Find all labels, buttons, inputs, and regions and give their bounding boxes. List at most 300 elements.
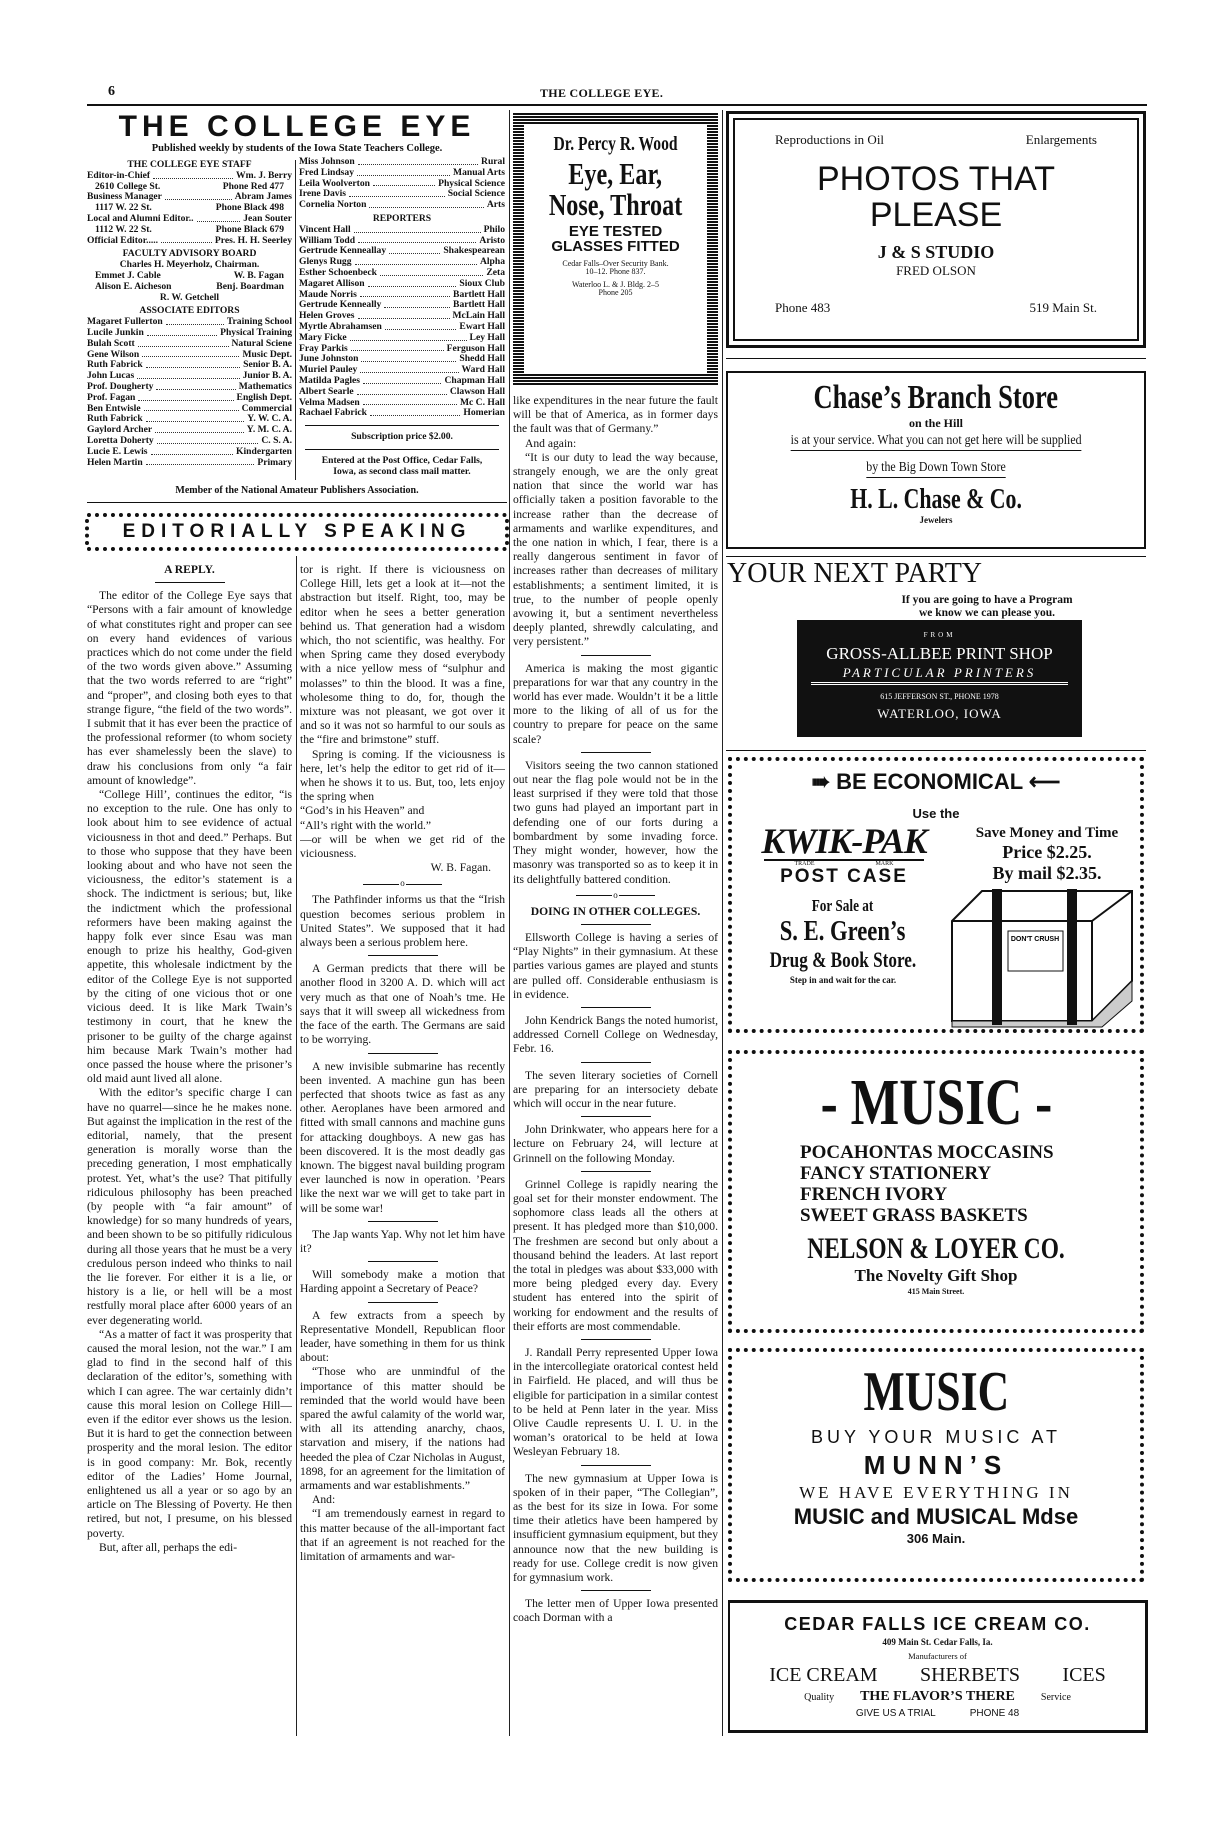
staff-heading: FACULTY ADVISORY BOARD bbox=[122, 248, 257, 260]
ad-wood-line1: Eye, Ear, bbox=[568, 156, 663, 191]
ad-ice-slogan: THE FLAVOR’S THERE bbox=[860, 1688, 1015, 1704]
article-divider bbox=[368, 955, 438, 956]
ad-photo-address: 519 Main St. bbox=[1029, 300, 1097, 315]
ad-wood-cf-hours: 10–12. Phone 837. bbox=[585, 267, 646, 276]
column-rule bbox=[509, 110, 510, 1736]
staff-rule bbox=[305, 449, 499, 450]
ad-print-shop bbox=[727, 558, 1147, 748]
ad-ice-title: CEDAR FALLS ICE CREAM CO. bbox=[784, 1614, 1091, 1634]
staff-heading: THE COLLEGE EYE STAFF bbox=[127, 159, 252, 170]
dot-leader bbox=[363, 376, 441, 384]
dot-leader bbox=[197, 214, 241, 222]
staff-name: Mary Ficke bbox=[299, 331, 347, 343]
article-paragraph: “College Hill’, continues the editor, “is no exception to the rule. One has only to look about him to see evidence of actual viciousness in thot and deed.” Perhaps. But to those who suppose that they have been looking about and who have not seen the viciousness, the editor’s statement is a shock. The indictment is serious; but, like the indictment which the professional reformers have been making against the happy folk ever since Esau was man enough to prize his healthy, God-given appetite, this wholesale indictment by the editor of the College Eye is not supported by the citing of one vicious thot or one vicious deed. It is like Mark Twain’s testimony in court, that he knew the prisoner to be guilty of the charge against him because Mark Twain’s mother had once passed the house where the prisoner’s old maid aunt lived all alone. bbox=[87, 788, 292, 1086]
staff-role: Mathematics bbox=[238, 380, 292, 392]
ad-kwik-store1: S. E. Green’s bbox=[780, 914, 906, 947]
dot-leader bbox=[153, 171, 233, 179]
article-paragraph: The seven literary societies of Cornell are preparing for an intersociety debate which will occur in the near future. bbox=[513, 1068, 718, 1110]
ad-chase-sub: on the Hill bbox=[908, 416, 963, 430]
member-line: Member of the National Amateur Publishers Association. bbox=[175, 485, 419, 496]
ad-kwik-save: Save Money and Time bbox=[975, 825, 1119, 841]
article-divider bbox=[581, 752, 651, 753]
article-paragraph: And: bbox=[312, 1493, 336, 1507]
ad-ice-phone: PHONE 48 bbox=[969, 1707, 1020, 1719]
staff-entry bbox=[299, 279, 505, 290]
ad-ice-trial: GIVE US A TRIAL bbox=[855, 1707, 936, 1719]
dot-leader bbox=[358, 311, 450, 319]
dot-leader bbox=[165, 192, 232, 200]
staff-name: Magaret Fullerton bbox=[87, 316, 163, 328]
staff-name: Esther Schoenbeck bbox=[299, 266, 377, 278]
ad-photo-head1: PHOTOS THAT bbox=[816, 160, 1056, 198]
ad-ice-address: 409 Main St. Cedar Falls, Ia. bbox=[882, 1637, 993, 1647]
dot-leader bbox=[166, 317, 224, 325]
ad-party-title: YOUR NEXT PARTY bbox=[727, 558, 983, 589]
staff-name: Myrtle Abrahamsen bbox=[299, 320, 382, 332]
ad-rule bbox=[726, 750, 1146, 751]
section-divider: o bbox=[300, 878, 505, 888]
staff-heading: REPORTERS bbox=[372, 212, 432, 224]
ad-munn-name: MUNN’S bbox=[863, 1450, 1009, 1480]
staff-name: Helen Martin bbox=[87, 456, 143, 468]
article-divider bbox=[581, 655, 651, 656]
header-rule bbox=[87, 104, 1147, 106]
ad-chase-title: Chase’s Branch Store bbox=[813, 379, 1059, 416]
staff-name: Prof. Dougherty bbox=[87, 380, 154, 392]
staff-entry bbox=[87, 171, 292, 182]
staff-divider bbox=[295, 160, 296, 480]
staff-entry bbox=[87, 393, 292, 404]
ad-ice-p2: SHERBETS bbox=[919, 1663, 1020, 1686]
article-paragraph: And again: bbox=[525, 436, 577, 450]
ad-nelson-address: 415 Main Street. bbox=[907, 1287, 965, 1296]
staff-name: Bulah Scott bbox=[87, 337, 135, 349]
staff-role: Shakespearean bbox=[443, 245, 505, 257]
staff-role: Physical Training bbox=[220, 326, 292, 338]
staff-contact bbox=[87, 282, 292, 293]
article-paragraph: The new gymnasium at Upper Iowa is spoken of in their paper, “The Collegian”, as the best for its size in Iowa. For some time their atletics have been hampered by insufficient gymnasium equipment, but they announce now that the new building is ready for use. College credit is now given for gymnasium work. bbox=[513, 1471, 718, 1585]
section-heading: EDITORIALLY SPEAKING bbox=[122, 521, 472, 542]
masthead-title: THE COLLEGE EYE bbox=[118, 110, 476, 143]
article-paragraph: “I am tremendously earnest in regard to this matter because of the all-important fact that if an agreement is not reached for the limitation of armaments and war- bbox=[300, 1507, 505, 1563]
kwik-trade: TRADE bbox=[794, 861, 815, 867]
staff-role: C. S. A. bbox=[261, 434, 292, 446]
staff-role: Sioux Club bbox=[459, 277, 505, 289]
section-divider: o bbox=[513, 890, 718, 900]
ad-munn-line2: WE HAVE EVERYTHING IN bbox=[799, 1483, 1073, 1502]
staff-name: Gertrude Kenneallay bbox=[299, 245, 387, 257]
staff-entry bbox=[87, 339, 292, 350]
article-paragraph: J. Randall Perry represented Upper Iowa in the intercollegiate oratorical contest held in Fairfield. He placed, and will thus be eligible for participation in a similar contest to be held at Penn later in the year. Miss Olive Caudle represents U. I. U. in the woman’s oratorical to be held at Iowa Wesleyan February 18. bbox=[513, 1345, 718, 1459]
staff-name: Ruth Fabrick bbox=[87, 359, 143, 371]
article-heading: DOING IN OTHER COLLEGES. bbox=[530, 904, 701, 918]
ad-kwik-mail: By mail $2.35. bbox=[992, 862, 1102, 883]
staff-role: Pres. H. H. Seerley bbox=[214, 234, 292, 246]
ad-munns bbox=[728, 1348, 1144, 1582]
dot-leader bbox=[389, 246, 440, 254]
ad-photo-phone: Phone 483 bbox=[775, 300, 831, 315]
article-paragraph: The editor of the College Eye says that “Persons with a fair amount of knowledge of what constitutes right and proper can see on every hand evidences of various practices which do not come under the field of the two words given above.” Assuming that the two words referred to are “right” and “proper”, and closing both eyes to that strange figure, “the field of the two words”. I submit that it has ever been the practice of the professional reformer (to whom society has ever shamelessly been the slave) to draw his conclusions from only “a fair amount of knowledge”. bbox=[87, 589, 292, 787]
ad-party-line1: If you are going to have a Program bbox=[901, 594, 1073, 606]
ad-wood-name: Dr. Percy R. Wood bbox=[553, 133, 678, 155]
ad-photo-owner: FRED OLSON bbox=[896, 263, 976, 278]
ad-nelson-shop: The Novelty Gift Shop bbox=[854, 1266, 1018, 1285]
dot-leader bbox=[147, 328, 217, 336]
dot-leader bbox=[156, 382, 235, 390]
staff-role: Bartlett Hall bbox=[453, 288, 505, 300]
staff-role: Alpha bbox=[479, 256, 505, 268]
staff-entry bbox=[299, 200, 505, 211]
staff-list-left bbox=[87, 157, 292, 468]
staff-name: Fred Lindsay bbox=[299, 166, 354, 178]
staff-address: Emmet J. Cable bbox=[95, 269, 161, 281]
staff-name: Prof. Fagan bbox=[87, 391, 136, 403]
ad-nelson-item: FANCY STATIONERY bbox=[800, 1163, 992, 1184]
column-rule bbox=[296, 556, 297, 1736]
ad-nelson-item: FRENCH IVORY bbox=[800, 1184, 948, 1205]
ad-kwik-title: BE ECONOMICAL bbox=[836, 769, 1023, 794]
staff-name: Irene Davis bbox=[299, 188, 346, 200]
ad-party-from: FROM bbox=[923, 631, 956, 639]
article-paragraph: “Those who are unmindful of the importance of this matter should be reminded that the world would have been spared the awful calamity of the world war, with all its attending anarchy, chaos, starvation and misery, if the nations had heeded the plea of Czar Nicholas in August, 1898, for an agreement for the limitation of armaments and war establishments.” bbox=[300, 1365, 505, 1492]
staff-name: Editor-in-Chief bbox=[87, 169, 151, 181]
dot-leader bbox=[384, 300, 450, 308]
ad-chase-line2: by the Big Down Town Store bbox=[866, 461, 1005, 478]
staff-name: Ben Entwisle bbox=[87, 402, 141, 414]
article-column-2 bbox=[300, 563, 505, 1738]
ad-wood-tested: EYE TESTED bbox=[568, 223, 663, 240]
staff-role: Aristo bbox=[479, 234, 505, 246]
staff-name: Magaret Allison bbox=[299, 277, 365, 289]
staff-role: Natural Sciene bbox=[231, 337, 292, 349]
dot-leader bbox=[137, 371, 239, 379]
dot-leader bbox=[368, 279, 457, 287]
staff-role: Ewart Hall bbox=[459, 320, 505, 332]
staff-rule bbox=[305, 425, 499, 426]
article-divider bbox=[155, 582, 225, 583]
ad-wood-fitted: GLASSES FITTED bbox=[551, 238, 680, 255]
article-paragraph: Ellsworth College is having a series of “Play Nights” in their gymnasium. At these parties various games are played and stunts are pulled off. Considerable enthusiasm is in evidence. bbox=[513, 930, 718, 1001]
dot-leader bbox=[138, 393, 233, 401]
article-heading: A REPLY. bbox=[164, 563, 215, 576]
staff-role: Arts bbox=[486, 199, 505, 211]
ad-ice-quality: Quality bbox=[804, 1691, 835, 1703]
staff-entry bbox=[299, 387, 505, 398]
staff-heading: ASSOCIATE EDITORS bbox=[139, 305, 240, 317]
staff-name: William Todd bbox=[299, 234, 356, 246]
staff-address: 2610 College St. bbox=[95, 180, 161, 192]
article-divider bbox=[368, 1221, 438, 1222]
staff-role: Zeta bbox=[486, 266, 505, 278]
article-divider bbox=[368, 1053, 438, 1054]
staff-name: Business Manager bbox=[87, 191, 162, 203]
article-paragraph: The Jap wants Yap. Why not let him have it? bbox=[300, 1227, 505, 1255]
dot-leader bbox=[146, 458, 255, 466]
staff-name: Velma Madsen bbox=[299, 396, 360, 408]
dot-leader bbox=[361, 354, 456, 362]
dot-leader bbox=[369, 200, 483, 208]
article-paragraph: “It is our duty to lead the way because, strangely enough, we are the only great nation that since the world war has officially taken a position favorable to the increase rather than the decrease of armaments and warlike expenditures, and the one nation in which, I fear, there is a really dangerous sentiment in favor of increases rather than decreases of military establishments; a sentiment limited, it is true, to the number of people openly avowing it, but a sentiment nevertheless deeply planted, shrewdly calculating, and very persistent.” bbox=[513, 450, 718, 649]
ad-party-shop: GROSS-ALLBEE PRINT SHOP bbox=[826, 644, 1053, 663]
dot-leader bbox=[357, 168, 450, 176]
staff-name: Matilda Pagles bbox=[299, 374, 361, 386]
staff-role: Manual Arts bbox=[453, 166, 505, 178]
article-paragraph: like expenditures in the near future the fault will be that of America, as in former days the fault was that of Germany.” bbox=[513, 394, 718, 436]
article-paragraph: tor is right. If there is viciousness on College Hill, lets get a look at it—not the abstraction but itself. Right, too, may be editor when he sees a better generation behind us. That generation had a wisdom which, tho not scientific, was healthy. For when Spring came they dosed everybody with a nice yellow mess of “sulphur and molasses” to thin the blood. It was a fine, wholesome thing to do, for, though the mixture was not pleasant, we got over it and so it was not so harmful to our souls as the “fire and brimstone” stuff. bbox=[300, 563, 505, 747]
masthead-rule bbox=[87, 502, 507, 503]
staff-name: Helen Groves bbox=[299, 310, 355, 322]
ad-print-shop-box bbox=[797, 620, 1082, 737]
ad-ice-cream bbox=[728, 1600, 1148, 1733]
dot-leader bbox=[357, 387, 447, 395]
article-paragraph: But, after all, perhaps the edi- bbox=[99, 1540, 238, 1554]
staff-name: John Lucas bbox=[87, 370, 135, 382]
article-paragraph: The Pathfinder informs us that the “Irish question becomes serious problem in United States”. We supposed that it had always been a serious problem here. bbox=[300, 893, 505, 950]
staff-name: Glenys Rugg bbox=[299, 256, 352, 268]
kwik-pak-logo bbox=[744, 823, 944, 886]
ornament-left bbox=[85, 519, 91, 545]
article-paragraph: Spring is coming. If the viciousness is here, let’s help the editor to get rid of it—when he shows it to us. But, too, lets enjoy the spring when bbox=[300, 747, 505, 804]
verse-line: “All’s right with the world.” bbox=[300, 818, 432, 832]
kwik-post-case: POST CASE bbox=[780, 866, 908, 887]
staff-name: Cornelia Norton bbox=[299, 199, 367, 211]
staff-entry bbox=[299, 333, 505, 344]
dot-leader bbox=[370, 408, 460, 416]
staff-name: Miss Johnson bbox=[299, 156, 355, 167]
ad-ice-service: Service bbox=[1040, 1691, 1071, 1703]
ad-rule bbox=[726, 556, 1146, 557]
staff-phone: Phone Red 477 bbox=[222, 180, 284, 192]
staff-entry bbox=[87, 447, 292, 458]
staff-role: Mc C. Hall bbox=[459, 396, 505, 408]
article-paragraph: Will somebody make a motion that Harding appoint a Secretary of Peace? bbox=[300, 1268, 505, 1296]
staff-name: Gene Wilson bbox=[87, 348, 140, 360]
ad-dr-wood bbox=[513, 113, 718, 385]
dot-leader bbox=[385, 322, 457, 330]
ad-kwik-step: Step in and wait for the car. bbox=[789, 974, 897, 985]
dot-leader bbox=[351, 344, 444, 352]
ad-wood-line2: Nose, Throat bbox=[548, 187, 683, 222]
staff-role: Music Dept. bbox=[242, 348, 292, 360]
ad-photo-top-right: Enlargements bbox=[1025, 132, 1097, 147]
dot-leader bbox=[355, 257, 477, 265]
ad-photos bbox=[726, 111, 1146, 348]
staff-role: Wm. J. Berry bbox=[236, 169, 292, 181]
staff-role: Y. W. C. A. bbox=[247, 413, 292, 425]
ad-munn-line1: BUY YOUR MUSIC AT bbox=[810, 1427, 1062, 1447]
kwik-mark: MARK bbox=[875, 861, 894, 867]
ad-kwik-pak bbox=[728, 757, 1144, 1033]
ad-kwik-use: Use the bbox=[912, 806, 960, 821]
verse-line: “God’s in his Heaven” and bbox=[300, 804, 425, 818]
staff-address: 1112 W. 22 St. bbox=[95, 223, 152, 235]
staff-role: Ward Hall bbox=[461, 364, 505, 376]
staff-name: Lucie E. Lewis bbox=[87, 445, 148, 457]
staff-name: Gaylord Archer bbox=[87, 424, 153, 436]
staff-name: Ruth Fabrick bbox=[87, 413, 143, 425]
staff-role: Bartlett Hall bbox=[453, 299, 505, 311]
staff-role: McLain Hall bbox=[452, 310, 505, 322]
staff-role: Senior B. A. bbox=[243, 359, 292, 371]
staff-entry bbox=[299, 408, 505, 419]
ad-munn-address: 306 Main. bbox=[906, 1531, 966, 1546]
ad-kwik-price: Price $2.25. bbox=[1002, 842, 1092, 863]
ad-ice-p3: ICES bbox=[1062, 1663, 1106, 1686]
ad-chase-trade: Jewelers bbox=[919, 515, 953, 525]
article-divider bbox=[581, 1116, 651, 1117]
ad-munn-line3: MUSIC and MUSICAL Mdse bbox=[793, 1504, 1079, 1529]
dot-leader bbox=[157, 436, 259, 444]
dot-leader bbox=[151, 447, 234, 455]
staff-name: Lucile Junkin bbox=[87, 326, 144, 338]
running-title: THE COLLEGE EYE. bbox=[540, 86, 664, 100]
staff-phone: Phone Black 679 bbox=[215, 223, 284, 235]
staff-role: Training School bbox=[226, 316, 292, 328]
ad-wood-cf: Cedar Falls–Over Security Bank. bbox=[562, 259, 669, 268]
kwik-pak-logo-text: KWIK-PAK bbox=[761, 821, 927, 861]
staff-line: Charles H. Meyerholz, Chairman. bbox=[119, 259, 260, 271]
article-divider bbox=[368, 1261, 438, 1262]
staff-list-right bbox=[299, 157, 505, 478]
ad-party-address: 615 JEFFERSON ST., PHONE 1978 bbox=[880, 692, 999, 701]
dot-leader bbox=[142, 350, 239, 358]
staff-role: Physical Science bbox=[438, 177, 505, 189]
article-divider bbox=[581, 924, 651, 925]
dot-leader bbox=[360, 365, 458, 373]
article-divider bbox=[581, 1062, 651, 1063]
ad-kwik-store2: Drug & Book Store. bbox=[769, 946, 917, 972]
staff-address: 1117 W. 22 St. bbox=[95, 202, 152, 214]
case-label: DON'T CRUSH bbox=[1010, 936, 1060, 943]
ad-ice-mfr: Manufacturers of bbox=[908, 1651, 967, 1661]
dot-leader bbox=[373, 179, 435, 187]
article-divider bbox=[581, 1465, 651, 1466]
page-number: 6 bbox=[108, 84, 115, 99]
dot-leader bbox=[161, 236, 212, 244]
dot-leader bbox=[358, 157, 478, 165]
article-paragraph: “As a matter of fact it was prosperity that caused the moral lesion, not the war.” I am glad to find in the second half of this declaration of the editor’s, something with which I can agree. The war certainly didn’t cause this moral lesion on College Hill—even if the editor ever shows us the lesion. But it is hard to get the connection between prosperity and the moral lesion. The editor is in good company: Mr. Bok, recently editor of the Ladies’ Home Journal, enlightened us all a year or so ago by an article on The Blessing of Poverty. He then retired, but not, I presume, on his blessed poverty. bbox=[87, 1327, 292, 1540]
staff-name: Fray Parkis bbox=[299, 342, 348, 354]
arrow-right-icon: ➠ bbox=[811, 769, 837, 794]
article-paragraph: With the editor’s specific charge I can have no quarrel—since he he makes none. But against the implication in the rest of the editorial, namely, that the present generation is morally worse than the preceding generation, I most emphatically protest. Yet, what’s the use? That pitifully ridiculous philosophy has been preached (by people with “a fair amount” of knowledge) for so many hundreds of years, and been shown to be so pitifully ridiculous during all those years that he must be a very credulous person indeed who thinks to nail the lie forever. For either it is a lie, or history is a lie, or hell will be a most restfully moral place after 6000 years of an ever degenerating world. bbox=[87, 1086, 292, 1327]
staff-name: Gertrude Kenneally bbox=[299, 299, 382, 311]
staff-name: Leila Woolverton bbox=[299, 177, 370, 189]
staff-entry bbox=[87, 458, 292, 469]
article-divider bbox=[581, 1339, 651, 1340]
article-paragraph: America is making the most gigantic preparations for war that any country in the world has ever made. Wouldn’t it be a little more to the liking of all of us for the country to prepare for peace on the same scale? bbox=[513, 661, 718, 746]
staff-role: Clawson Hall bbox=[449, 385, 505, 397]
post-case-illustration bbox=[942, 881, 1138, 1029]
staff-role: Homerian bbox=[463, 407, 505, 419]
dot-leader bbox=[138, 339, 229, 347]
section-heading-box bbox=[87, 513, 507, 551]
article-divider bbox=[581, 1171, 651, 1172]
article-column-1 bbox=[87, 563, 292, 1738]
ad-nelson-company: NELSON & LOYER CO. bbox=[807, 1232, 1065, 1265]
dot-leader bbox=[380, 268, 483, 276]
staff-contact bbox=[87, 225, 292, 236]
arrow-left-icon: ⟵ bbox=[1022, 769, 1061, 794]
staff-phone: W. B. Fagan bbox=[233, 269, 284, 281]
staff-line: Subscription price $2.00. bbox=[351, 431, 453, 443]
article-paragraph: Grinnel College is rapidly nearing the goal set for their monster endowment. The sophomore class leads all the others at present. It has pledged more than $10,000. The freshmen are second but only about a thousand behind the leaders. At last report the total in pledges was about $33,000 with more being pledged every day. Every student has entered into the spirit of working for endowment and the results of their efforts are most commendable. bbox=[513, 1177, 718, 1333]
staff-role: Commercial bbox=[241, 402, 292, 414]
ad-chase-company: H. L. Chase & Co. bbox=[850, 484, 1022, 515]
ad-wood-wl-phone: Phone 205 bbox=[598, 288, 633, 297]
staff-name: Official Editor..... bbox=[87, 234, 159, 246]
staff-role: Jean Souter bbox=[243, 212, 292, 224]
ad-chase-line1: is at your service. What you can not get here will be supplied bbox=[791, 434, 1082, 451]
staff-phone: Phone Black 498 bbox=[215, 202, 284, 214]
staff-name: Vincent Hall bbox=[299, 223, 351, 235]
staff-role: Shedd Hall bbox=[459, 353, 505, 365]
dot-leader bbox=[144, 404, 239, 412]
staff-role: Rural bbox=[481, 156, 505, 167]
ad-nelson-item: POCAHONTAS MOCCASINS bbox=[800, 1142, 1054, 1163]
ad-party-city: WATERLOO, IOWA bbox=[877, 706, 1002, 721]
article-column-3 bbox=[513, 394, 718, 1738]
dot-leader bbox=[146, 414, 245, 422]
staff-name: Rachael Fabrick bbox=[299, 407, 367, 419]
ad-kwik-for-sale: For Sale at bbox=[812, 896, 874, 915]
staff-name: Loretta Doherty bbox=[87, 434, 154, 446]
masthead-subtitle: Published weekly by students of the Iowa State Teachers College. bbox=[151, 143, 443, 154]
staff-entry bbox=[87, 236, 292, 247]
ad-nelson-title: - MUSIC - bbox=[820, 1066, 1052, 1139]
column-rule bbox=[722, 110, 723, 1736]
dot-leader bbox=[354, 225, 481, 233]
dot-leader bbox=[360, 290, 450, 298]
ad-ice-p1: ICE CREAM bbox=[769, 1663, 878, 1686]
staff-entry bbox=[299, 225, 505, 236]
article-paragraph: A German predicts that there will be another flood in 3200 A. D. which will act very much as that one of Noah’s tme. He says that it will sweep all wickedness from the face of the earth. The Germans are said to be worrying. bbox=[300, 962, 505, 1047]
staff-role: Ferguson Hall bbox=[446, 342, 505, 354]
staff-role: Junior B. A. bbox=[242, 370, 292, 382]
dot-leader bbox=[155, 425, 244, 433]
staff-role: Ley Hall bbox=[469, 331, 505, 343]
ad-nelson-loyer bbox=[728, 1050, 1144, 1333]
article-paragraph: Visitors seeing the two cannon stationed out near the flag pole would not be in the least surprised if they were told that those two guns had played an important part in defending one of our forts during a bombardment by some invading force. They might wonder, however, how the masonry was transported so as to keep it in its delightfully battered condition. bbox=[513, 758, 718, 886]
ad-photo-head2: PLEASE bbox=[869, 196, 1003, 234]
ad-nelson-item: SWEET GRASS BASKETS bbox=[800, 1205, 1028, 1226]
dot-leader bbox=[358, 236, 476, 244]
article-paragraph: John Drinkwater, who appears here for a lecture on February 24, will lecture at Grinnell on the following Monday. bbox=[513, 1123, 718, 1165]
staff-role: Social Science bbox=[447, 188, 505, 200]
dot-leader bbox=[363, 398, 457, 406]
staff-role: Kindergarten bbox=[236, 445, 292, 457]
staff-entry bbox=[299, 168, 505, 179]
dot-leader bbox=[349, 189, 445, 197]
staff-line: Entered at the Post Office, Cedar Falls, bbox=[321, 454, 483, 466]
staff-role: Y. M. C. A. bbox=[246, 424, 292, 436]
staff-name: Local and Alumni Editor.. bbox=[87, 212, 194, 224]
article-paragraph: A new invisible submarine has recently been invented. A machine gun has been perfected that shoots twice as fast as any other. Aeroplanes have been armored and fitted with small cannons and machine guns for attacking doughboys. A new gas has been discovered. It is the most deadly gas known. The biggest naval building program ever launched is now in operation. ’Pears like the next war we will get to take part in will be some war! bbox=[300, 1059, 505, 1215]
ad-rule bbox=[726, 358, 1146, 359]
dot-leader bbox=[350, 333, 467, 341]
staff-name: Muriel Pauley bbox=[299, 364, 358, 376]
staff-role: Primary bbox=[257, 456, 292, 468]
article-paragraph: The letter men of Upper Iowa presented coach Dorman with a bbox=[513, 1597, 718, 1625]
article-divider bbox=[581, 1590, 651, 1591]
staff-name: Maude Norris bbox=[299, 288, 357, 300]
staff-phone: Benj. Boardman bbox=[216, 280, 284, 292]
ad-party-line2: we know we can please you. bbox=[918, 607, 1056, 619]
article-paragraph: John Kendrick Bangs the noted humorist, addressed Cornell College on Wednesday, Febr. 16. bbox=[513, 1013, 718, 1056]
ad-nelson-items bbox=[800, 1142, 1140, 1226]
article-divider bbox=[581, 1007, 651, 1008]
staff-role: Chapman Hall bbox=[444, 374, 505, 386]
ad-munn-title: MUSIC bbox=[863, 1361, 1009, 1423]
